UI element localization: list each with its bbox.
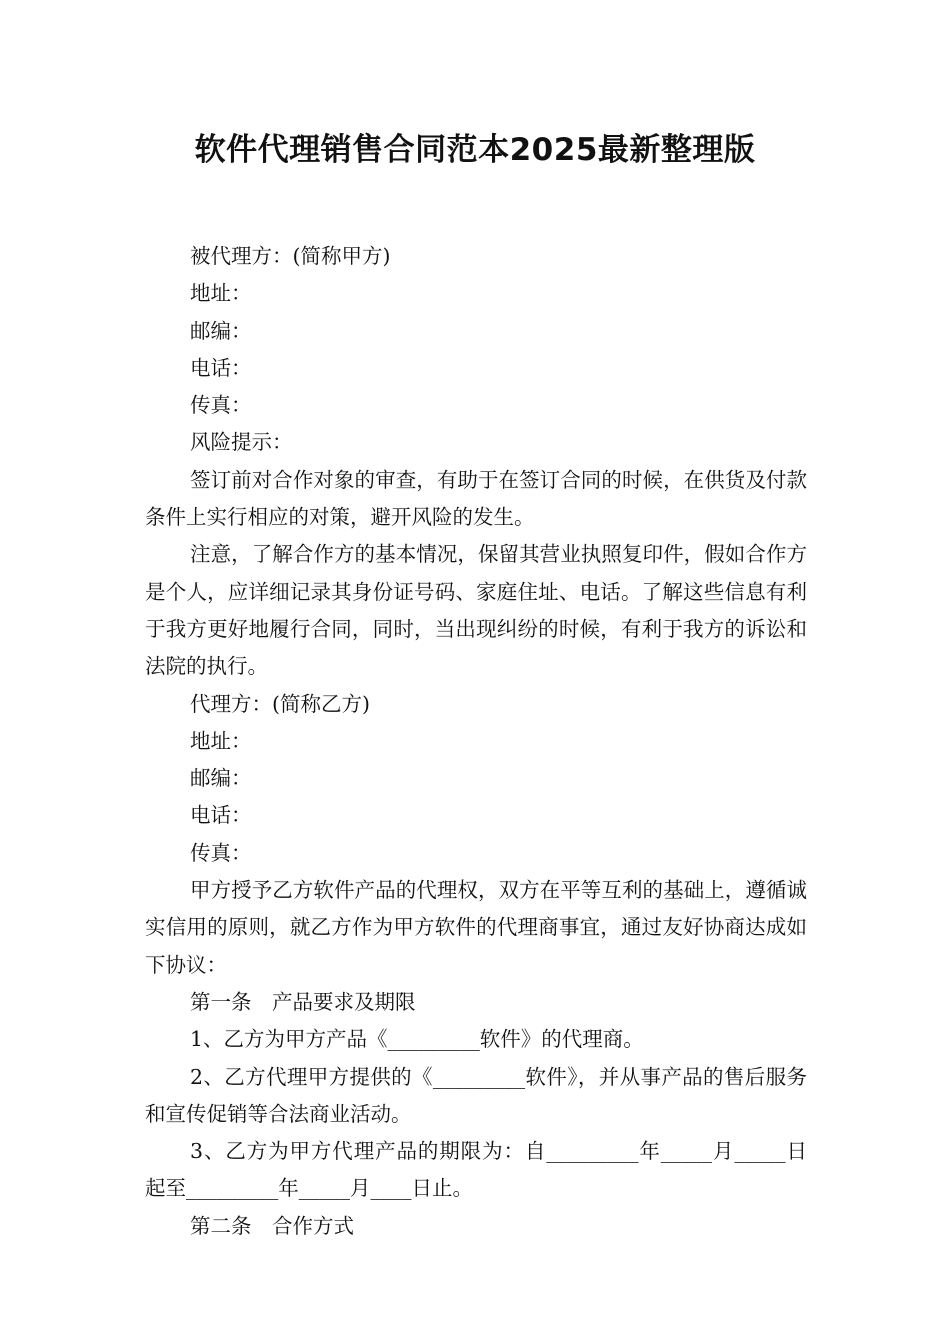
agent-label: 代理方：(简称乙方) xyxy=(190,691,370,716)
article-1-item-1: 1、乙方为甲方产品《_________软件》的代理商。 xyxy=(190,1027,644,1052)
agent-fax: 传真： xyxy=(190,840,252,865)
risk-heading: 风险提示： xyxy=(190,430,293,455)
article-2-heading: 第二条 合作方式 xyxy=(190,1213,354,1238)
principal-address: 地址： xyxy=(190,281,252,306)
agent-postcode: 邮编： xyxy=(190,766,252,791)
article-1-heading: 第一条 产品要求及期限 xyxy=(190,989,416,1014)
principal-label: 被代理方：(简称甲方) xyxy=(190,244,391,268)
agent-address: 地址： xyxy=(190,728,252,753)
principal-fax: 传真： xyxy=(190,393,252,418)
preamble-paragraph: 甲方授予乙方软件产品的代理权，双方在平等互利的基础上，遵循诚实信用的原则，就乙方作为甲方软件的代理商事宜，通过友好协商达成如下协议： xyxy=(145,878,807,977)
document-title: 软件代理销售合同范本2025最新整理版 xyxy=(194,132,756,168)
agent-phone: 电话： xyxy=(190,803,252,828)
principal-postcode: 邮编： xyxy=(190,318,252,343)
principal-phone: 电话： xyxy=(190,355,252,380)
document-body xyxy=(145,238,807,1245)
risk-paragraph-1: 签订前对合作对象的审查，有助于在签订合同的时候，在供货及付款条件上实行相应的对策，避开风险的发生。 xyxy=(145,467,807,530)
article-1-item-3: 3、乙方为甲方代理产品的期限为：自_________年_____月_____日起至_________年_____月____日止。 xyxy=(145,1139,807,1201)
article-1-item-2: 2、乙方代理甲方提供的《_________软件》，并从事产品的售后服务和宣传促销等合法商业活动。 xyxy=(145,1064,807,1126)
risk-paragraph-2: 注意，了解合作方的基本情况，保留其营业执照复印件，假如合作方是个人，应详细记录其身份证号码、家庭住址、电话。了解这些信息有利于我方更好地履行合同，同时，当出现纠纷的时候，有利于我方的诉讼和法院的执行。 xyxy=(145,542,807,679)
